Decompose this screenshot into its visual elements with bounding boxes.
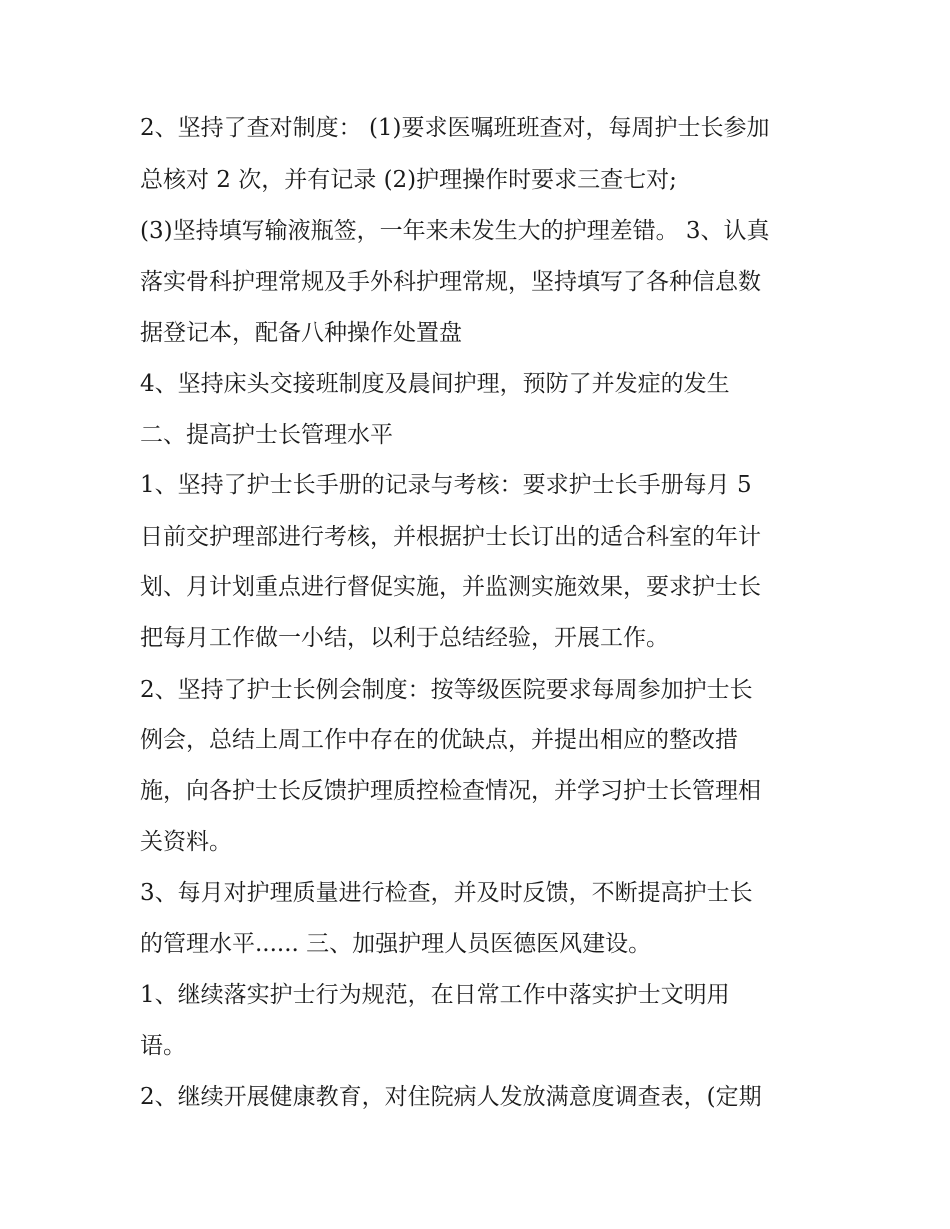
text-line: 1、继续落实护士行为规范，在日常工作中落实护士文明用 [140, 982, 730, 1008]
text-line: 日前交护理部进行考核，并根据护士长订出的适合科室的年计 [140, 524, 761, 550]
text-line: 2、坚持了查对制度： (1)要求医嘱班班查对，每周护士长参加 [140, 115, 770, 141]
text-line: 4、坚持床头交接班制度及晨间护理，预防了并发症的发生 [140, 371, 730, 397]
text-line: 2、继续开展健康教育，对住院病人发放满意度调查表，(定期 [140, 1084, 762, 1110]
text-line: 据登记本，配备八种操作处置盘 [140, 320, 462, 346]
text-line: 的管理水平...... 三、加强护理人员医德医风建设。 [140, 931, 652, 957]
text-line: 关资料。 [140, 829, 232, 855]
text-line: 1、坚持了护士长手册的记录与考核：要求护士长手册每月 5 [140, 472, 752, 498]
section-heading: 二、提高护士长管理水平 [140, 422, 393, 448]
text-line: 2、坚持了护士长例会制度：按等级医院要求每周参加护士长 [140, 677, 753, 703]
text-line: 施，向各护士长反馈护理质控检查情况，并学习护士长管理相 [140, 778, 761, 804]
text-line: 划、月计划重点进行督促实施，并监测实施效果，要求护士长 [140, 574, 761, 600]
text-line: 总核对 2 次，并有记录 (2)护理操作时要求三查七对; [140, 167, 677, 193]
text-line: 例会，总结上周工作中存在的优缺点，并提出相应的整改措 [140, 727, 738, 753]
text-line: 语。 [140, 1033, 186, 1059]
text-line: 把每月工作做一小结，以利于总结经验，开展工作。 [140, 625, 669, 651]
text-line: (3)坚持填写输液瓶签，一年来未发生大的护理差错。 3、认真 [140, 218, 770, 244]
text-line: 落实骨科护理常规及手外科护理常规，坚持填写了各种信息数 [140, 269, 761, 295]
text-line: 3、每月对护理质量进行检查，并及时反馈，不断提高护士长 [140, 880, 753, 906]
